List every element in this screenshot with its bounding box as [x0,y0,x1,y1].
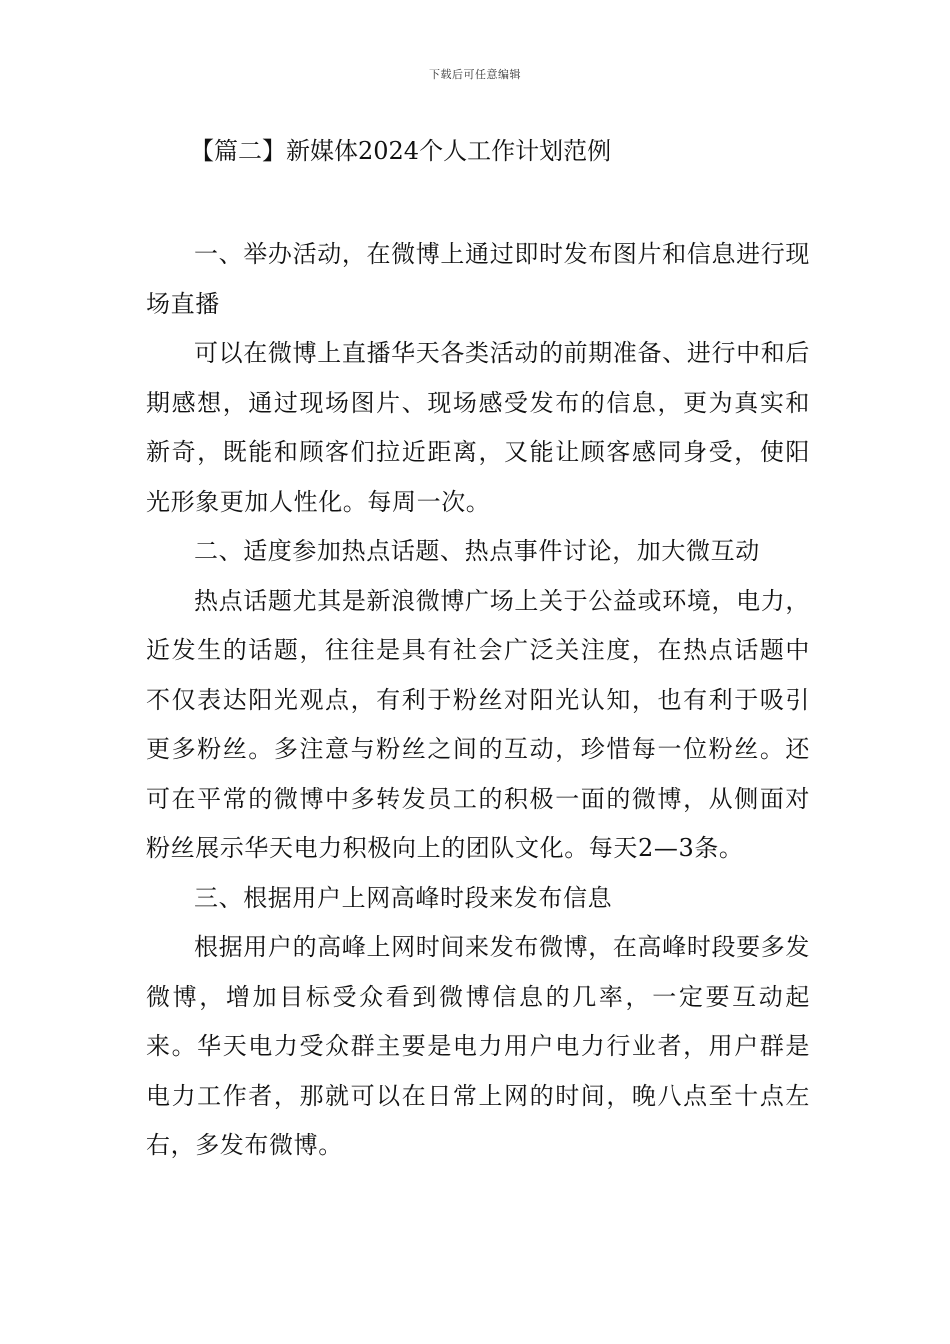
section-heading-2: 二、适度参加热点话题、热点事件讨论，加大微互动 [194,537,760,565]
paragraph-3: 根据用户的高峰上网时间来发布微博，在高峰时段要多发微博，增加目标受众看到微博信息的几率，一定要互动起来。华天电力受众群主要是电力用户电力行业者，用户群是电力工作者，那就可以在日常上网的时间，晚八点至十点左右，多发布微博。 [146,933,810,1159]
section-heading-1: 一、举办活动，在微博上通过即时发布图片和信息进行现场直播 [146,240,810,318]
paragraph-1: 可以在微博上直播华天各类活动的前期准备、进行中和后期感想，通过现场图片、现场感受发布的信息，更为真实和新奇，既能和顾客们拉近距离，又能让顾客感同身受，使阳光形象更加人性化。每周一次。 [146,339,810,516]
section-heading-3: 三、根据用户上网高峰时段来发布信息 [194,883,613,912]
document-title: 【篇二】新媒体2024个人工作计划范例 [190,137,612,165]
paragraph-2: 热点话题尤其是新浪微博广场上关于公益或环境，电力，近发生的话题，往往是具有社会广泛关注度，在热点话题中不仅表达阳光观点，有利于粉丝对阳光认知，也有利于吸引更多粉丝。多注意与粉丝之间的互动，珍惜每一位粉丝。还可在平常的微博中多转发员工的积极一面的微博，从侧面对粉丝展示华天电力积极向上的团队文化。每天2—3条。 [146,586,810,862]
document-body [146,230,810,1171]
header-note: 下载后可任意编辑 [429,68,521,81]
